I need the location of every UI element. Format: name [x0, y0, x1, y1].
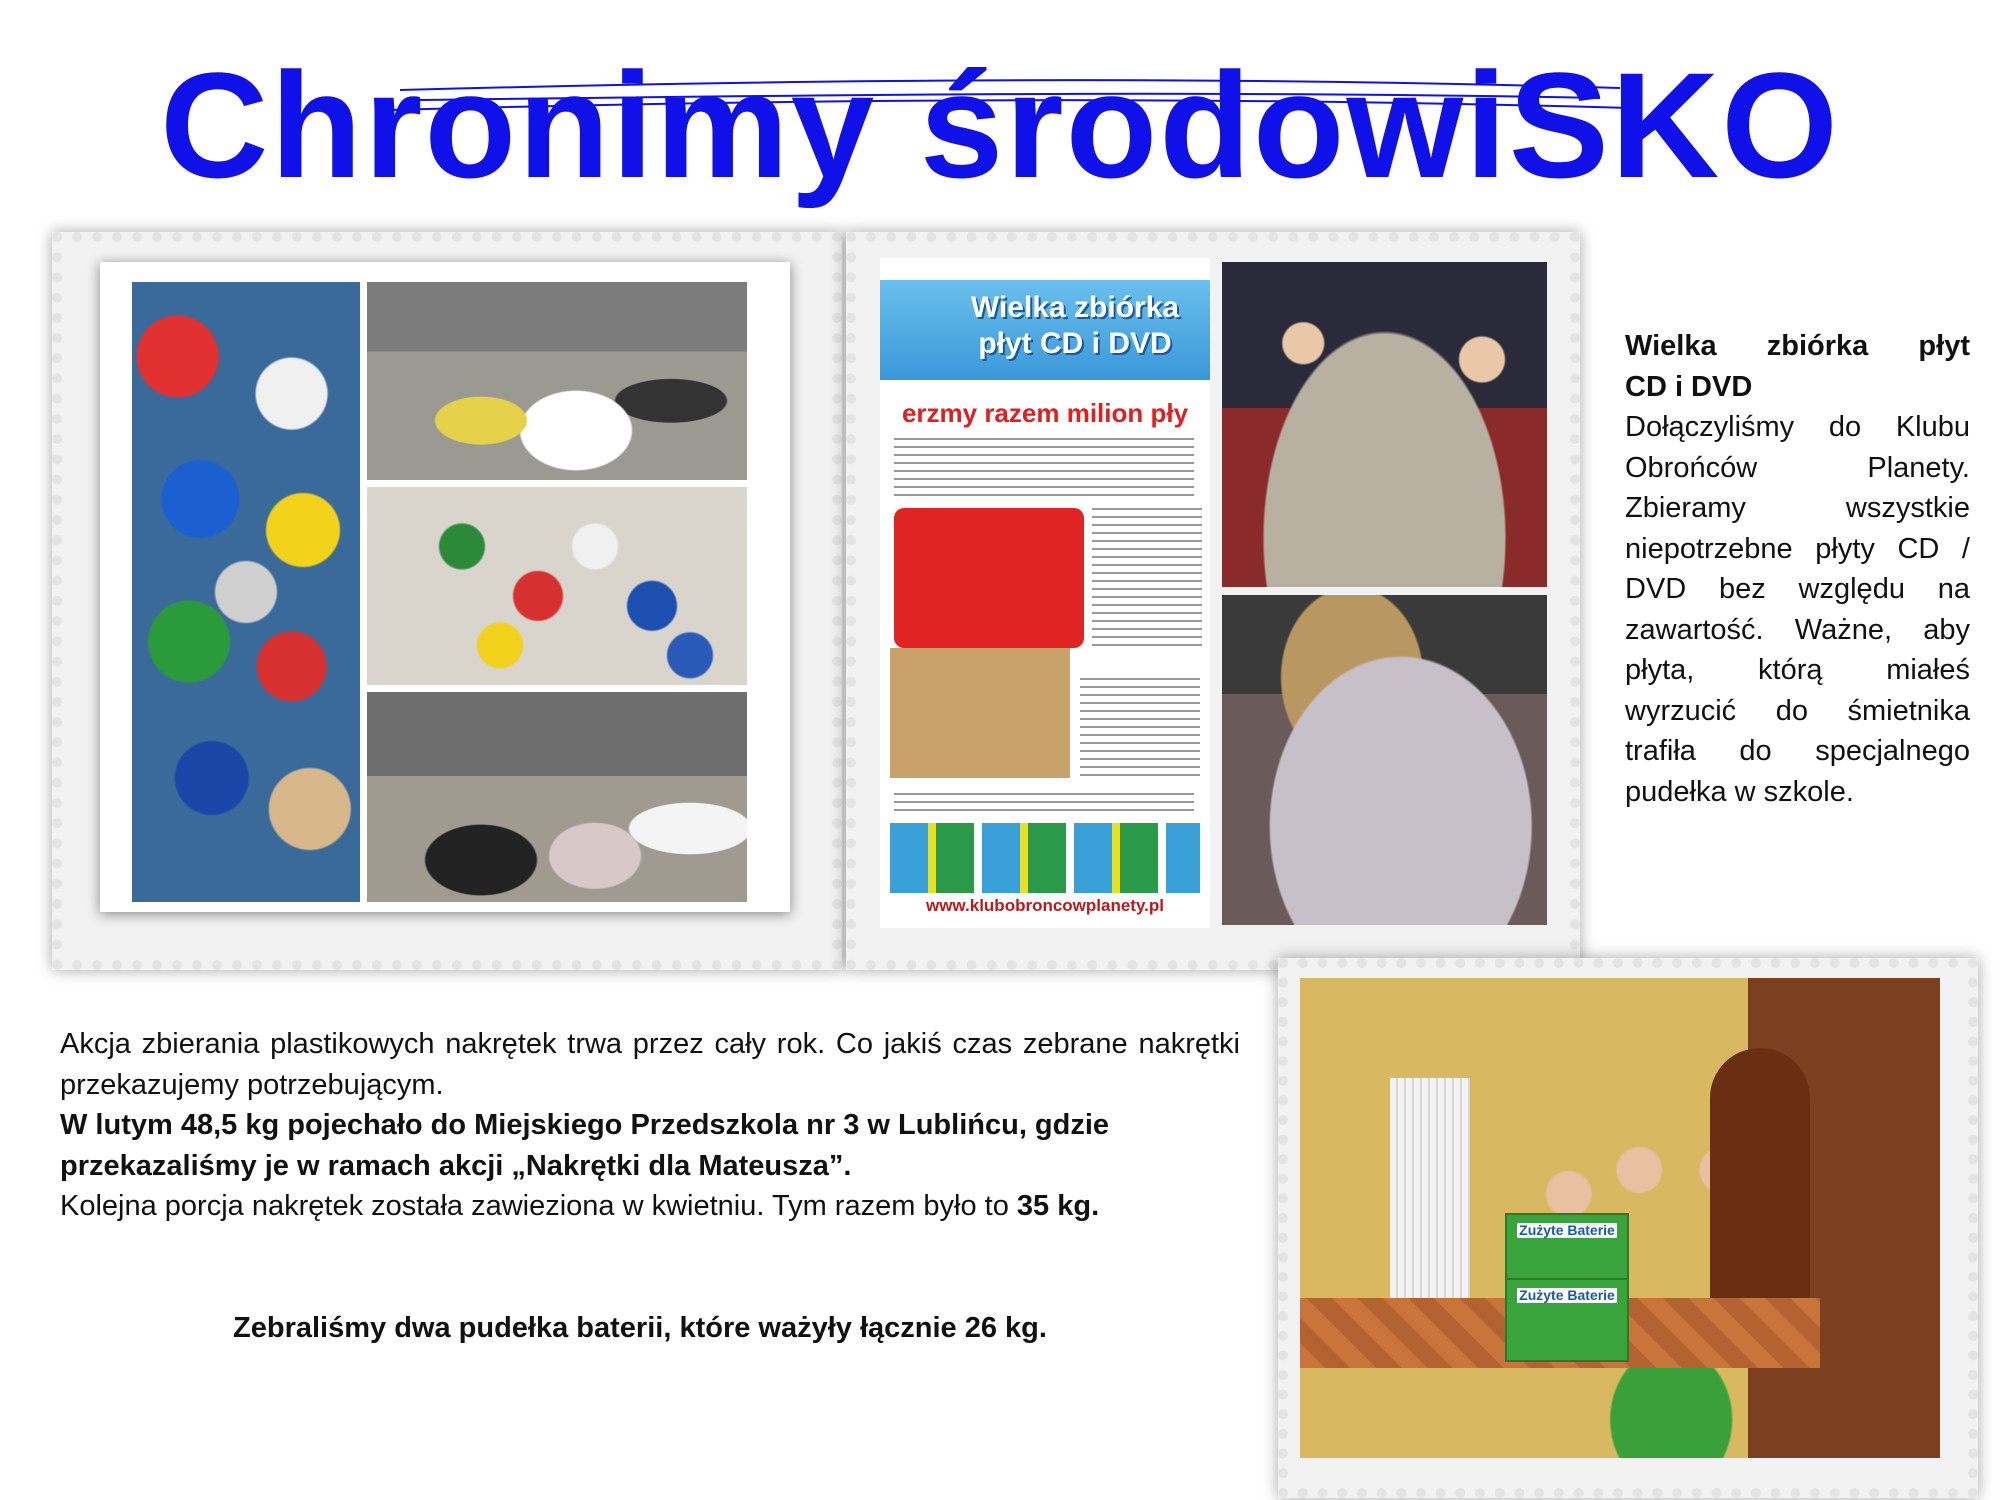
poster-prize-text — [894, 793, 1194, 817]
battery-note: Zebraliśmy dwa pudełka baterii, które ważyły łącznie 26 kg. — [233, 1312, 1047, 1344]
poster-title-line1: Wielka zbiórka — [970, 291, 1180, 324]
caps-paragraph-3 — [60, 1186, 1240, 1227]
cd-campaign-poster — [880, 258, 1210, 928]
cd-body: Dołączyliśmy do Klubu Obrońców Planety. Zbieramy wszystkie niepotrzebne płyty CD / DVD bez względu na zawartość. Ważne, aby płyta, którą miałeś wyrzucić do śmietnika trafiła do specjalnego pudełka w szkole. — [1625, 411, 1970, 808]
title-decoration — [380, 70, 1640, 190]
battery-box-top-label: Zużyte Baterie — [1517, 1223, 1617, 1238]
caps-paragraph-3-text: Kolejna porcja nakrętek została zawieziona w kwietniu. Tym razem było to — [60, 1190, 1009, 1222]
poster-subtitle: erzmy razem milion pły — [901, 398, 1189, 428]
bags-photo-2 — [367, 692, 747, 902]
poster-title — [950, 290, 1200, 362]
poster-callout — [894, 508, 1084, 648]
kids-with-cds-photo-1 — [1222, 262, 1547, 587]
caps-photo-2 — [367, 487, 747, 685]
cd-heading-line2: CD i DVD — [1625, 370, 1753, 403]
caps-paragraph-1: Akcja zbierania plastikowych nakrętek trwa przez cały rok. Co jakiś czas zebrane nakrętki przekazujemy potrzebującym. — [60, 1028, 1240, 1101]
battery-box-bottom — [1505, 1278, 1629, 1362]
poster-box-illustration — [890, 648, 1070, 778]
caps-paragraph-2: W lutym 48,5 kg pojechało do Miejskiego Przedszkola nr 3 w Lublińcu, gdzie przekazaliśmy je w ramach akcji „Nakrętki dla Mateusza”. — [60, 1109, 1110, 1182]
battery-boxes-photo — [1300, 978, 1940, 1458]
caps-paragraph-3-amount: 35 kg. — [1016, 1190, 1100, 1222]
poster-url: www.klubobroncowplanety.pl — [925, 896, 1164, 915]
page-title: Chronimy środowiSKO — [160, 41, 1840, 209]
caps-photo-large — [132, 282, 360, 902]
corridor-door — [1710, 1048, 1810, 1308]
caps-collage — [100, 262, 790, 912]
poster-dvd-row — [890, 823, 1200, 893]
cd-heading — [1625, 326, 1970, 367]
cd-heading-line1: Wielka zbiórka płyt — [1625, 330, 1970, 362]
battery-box-bottom-label: Zużyte Baterie — [1517, 1288, 1617, 1303]
kids-with-cds-photo-2 — [1222, 595, 1547, 925]
poster-box-text — [1080, 678, 1200, 778]
bags-photo-1 — [367, 282, 747, 480]
cd-collection-text — [1625, 326, 1970, 812]
battery-box-top — [1505, 1213, 1629, 1287]
poster-title-line2: płyt CD i DVD — [978, 327, 1172, 360]
caps-collection-text — [60, 1024, 1240, 1227]
poster-side-text — [1092, 508, 1202, 648]
poster-body-text — [894, 438, 1194, 498]
